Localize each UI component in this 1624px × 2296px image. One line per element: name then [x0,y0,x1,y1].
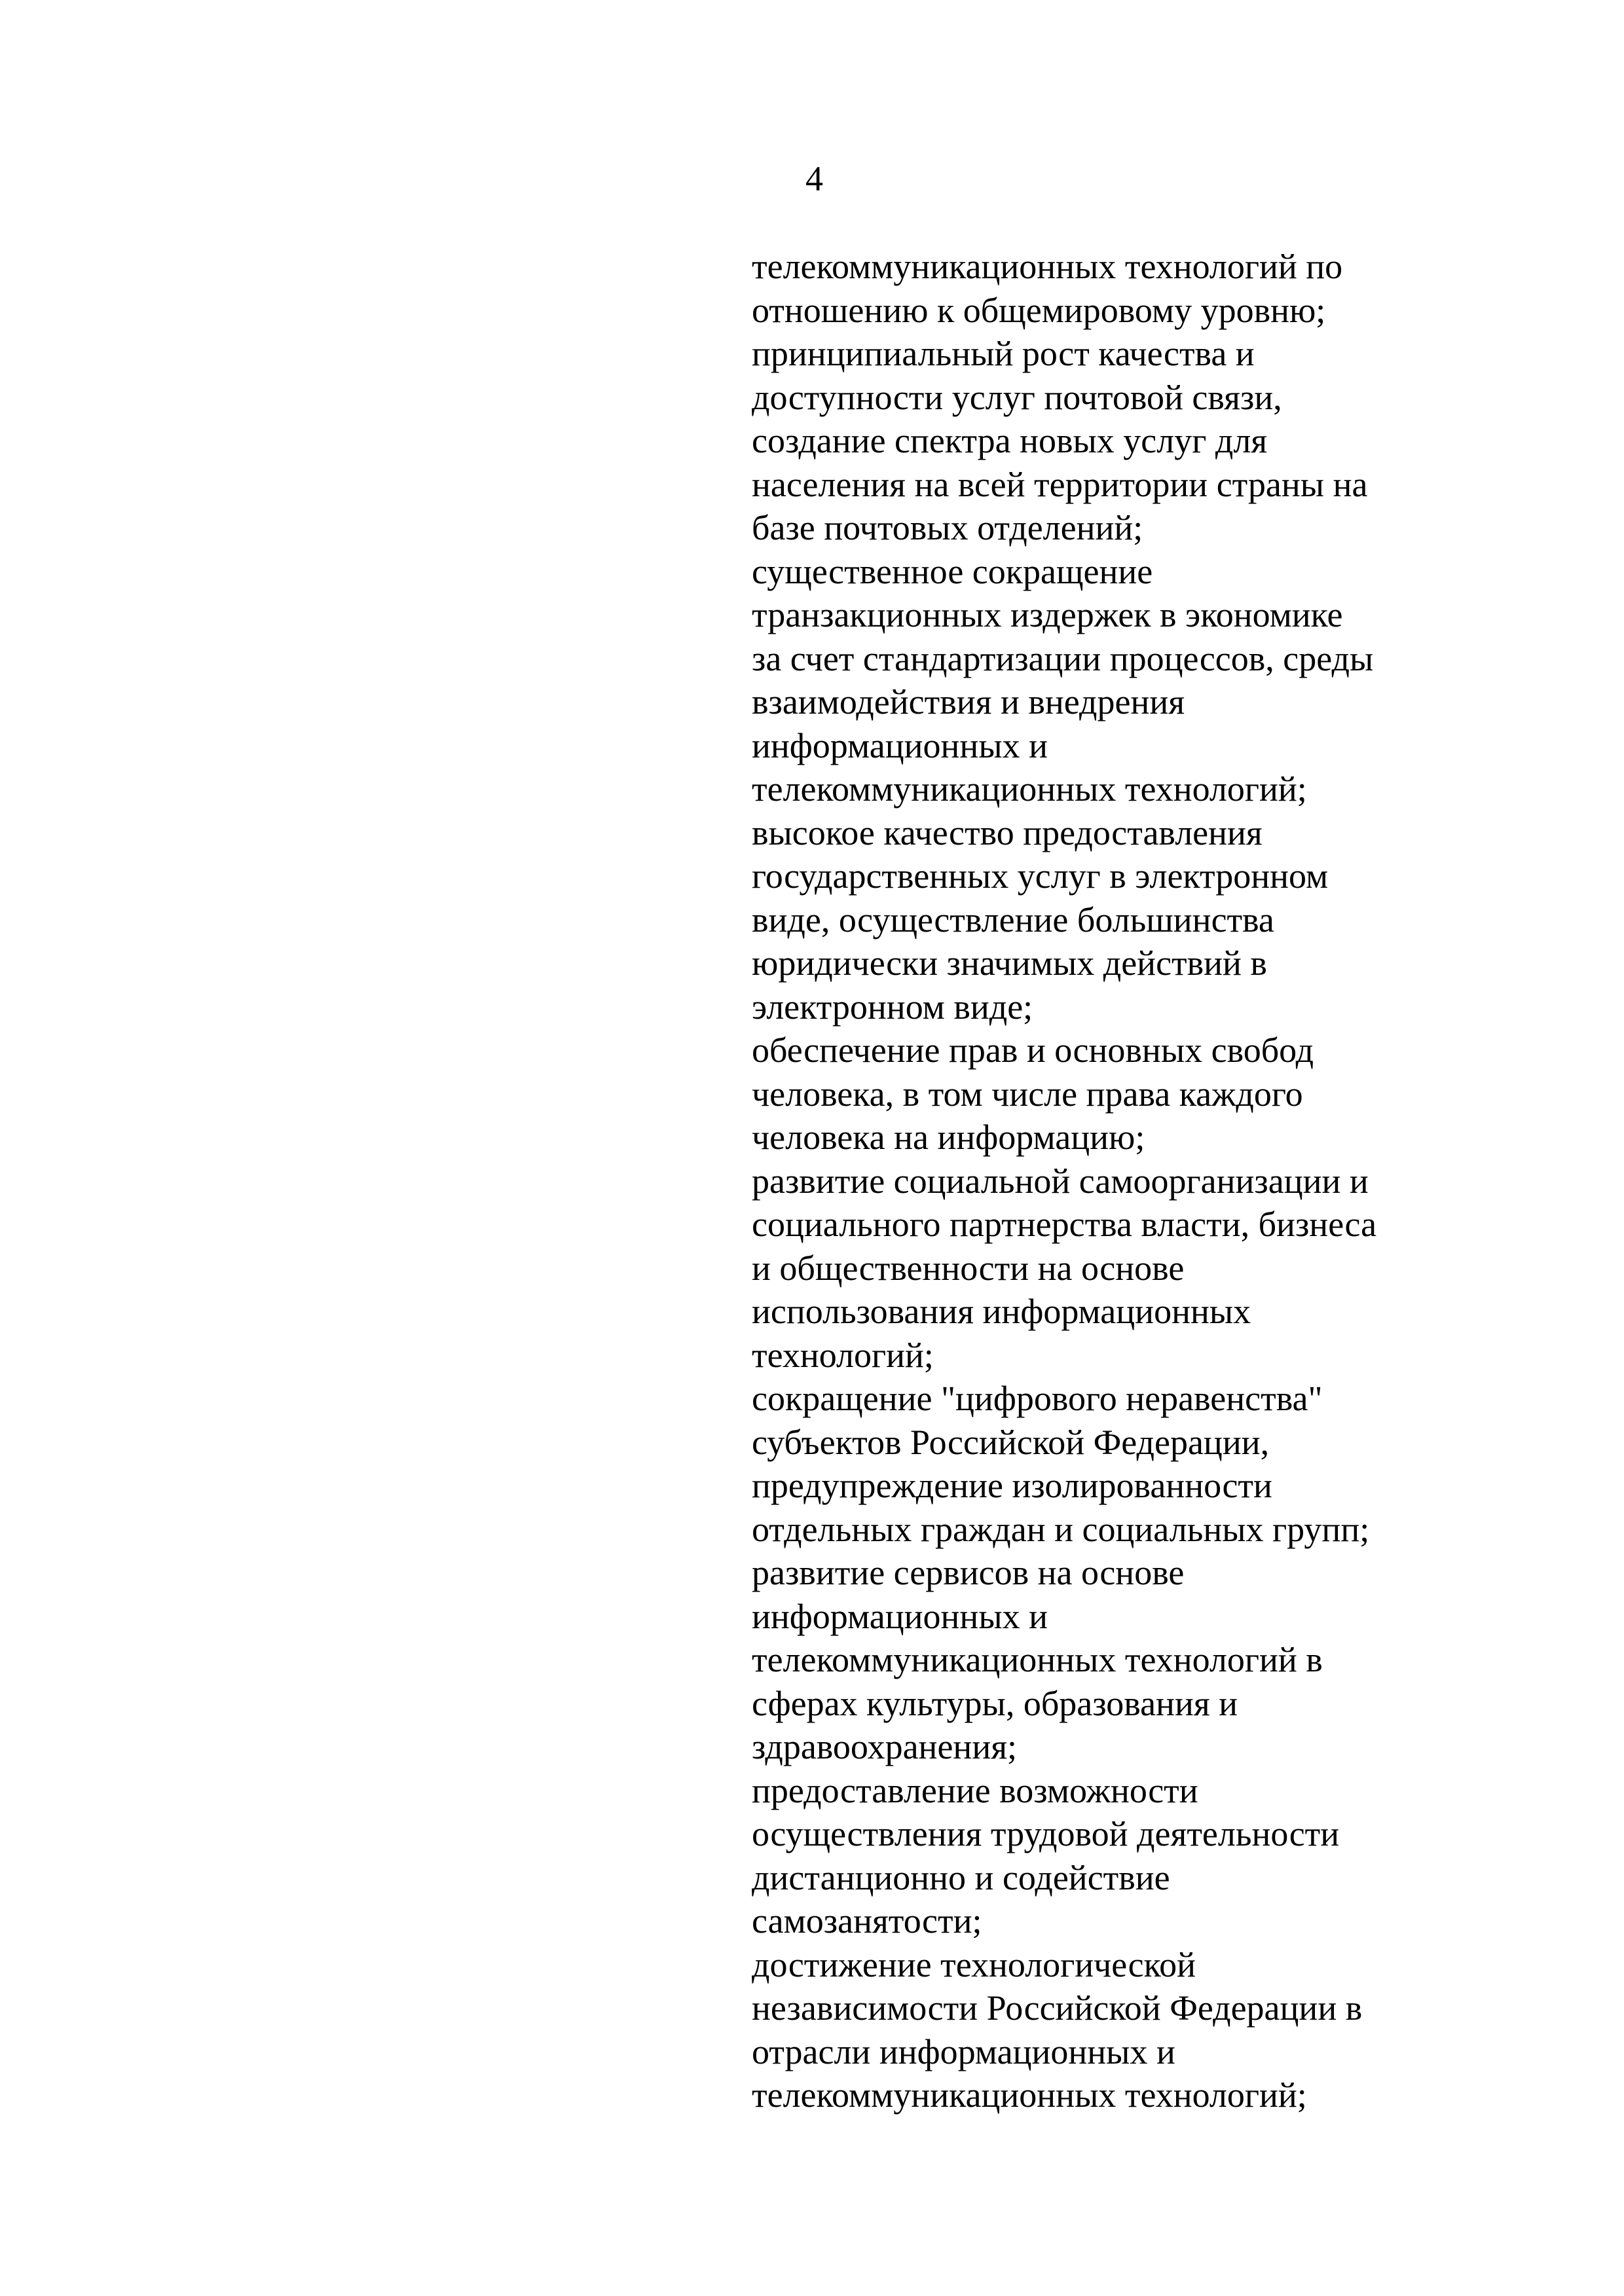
text-line: самозанятости; [752,1901,982,1941]
text-line: юридически значимых действий в [752,943,1267,983]
text-line: отрасли информационных и [752,2032,1175,2071]
text-line: человека на информацию; [752,1118,1145,1157]
text-line: здравоохранения; [752,1727,1018,1766]
text-line: высокое качество предоставления [752,812,1263,852]
text-line: обеспечение прав и основных свобод [752,1030,1314,1070]
text-line: сферах культуры, образования и [752,1683,1238,1723]
text-line: телекоммуникационных технологий; [752,2075,1307,2115]
text-line: информационных и [752,725,1048,765]
text-line: предоставление возможности [752,1770,1198,1810]
text-line: сокращение "цифрового неравенства" [752,1379,1323,1418]
text-line: государственных услуг в электронном [752,856,1329,896]
text-line: за счет стандартизации процессов, среды [752,638,1374,678]
text-line: телекоммуникационных технологий по [752,247,1343,286]
text-line: технологий; [752,1335,934,1375]
text-line: человека, в том числе права каждого [752,1074,1303,1114]
text-line: отношению к общемировому уровню; [752,290,1326,330]
text-line: осуществления трудовой деятельности [752,1814,1340,1853]
text-line: транзакционных издержек в экономике [752,595,1343,634]
text-line: развитие сервисов на основе [752,1553,1185,1592]
text-line: виде, осуществление большинства [752,900,1274,939]
text-line: предупреждение изолированности [752,1466,1272,1505]
text-line: социального партнерства власти, бизнеса [752,1205,1377,1244]
text-line: электронном виде; [752,987,1033,1027]
text-line: субъектов Российской Федерации, [752,1422,1270,1462]
text-line: отдельных граждан и социальных групп; [752,1509,1370,1549]
text-line: независимости Российской Федерации в [752,1988,1363,2028]
text-line: телекоммуникационных технологий; [752,769,1307,809]
text-line: развитие социальной самоорганизации и [752,1161,1369,1201]
body-text [752,245,1466,2117]
text-line: достижение технологической [752,1944,1196,1984]
text-line: принципиальный рост качества и [752,334,1255,373]
text-line: населения на всей территории страны на [752,464,1368,504]
text-line: существенное сокращение [752,551,1153,591]
page-number: 4 [805,159,823,198]
text-line: создание спектра новых услуг для [752,421,1268,460]
text-line: телекоммуникационных технологий в [752,1640,1323,1679]
text-line: доступности услуг почтовой связи, [752,377,1282,417]
text-line: дистанционно и содействие [752,1857,1170,1897]
text-line: и общественности на основе [752,1248,1185,1288]
text-line: базе почтовых отделений; [752,508,1143,547]
text-line: использования информационных [752,1292,1251,1331]
text-line: взаимодействия и внедрения [752,682,1185,721]
text-line: информационных и [752,1596,1048,1636]
